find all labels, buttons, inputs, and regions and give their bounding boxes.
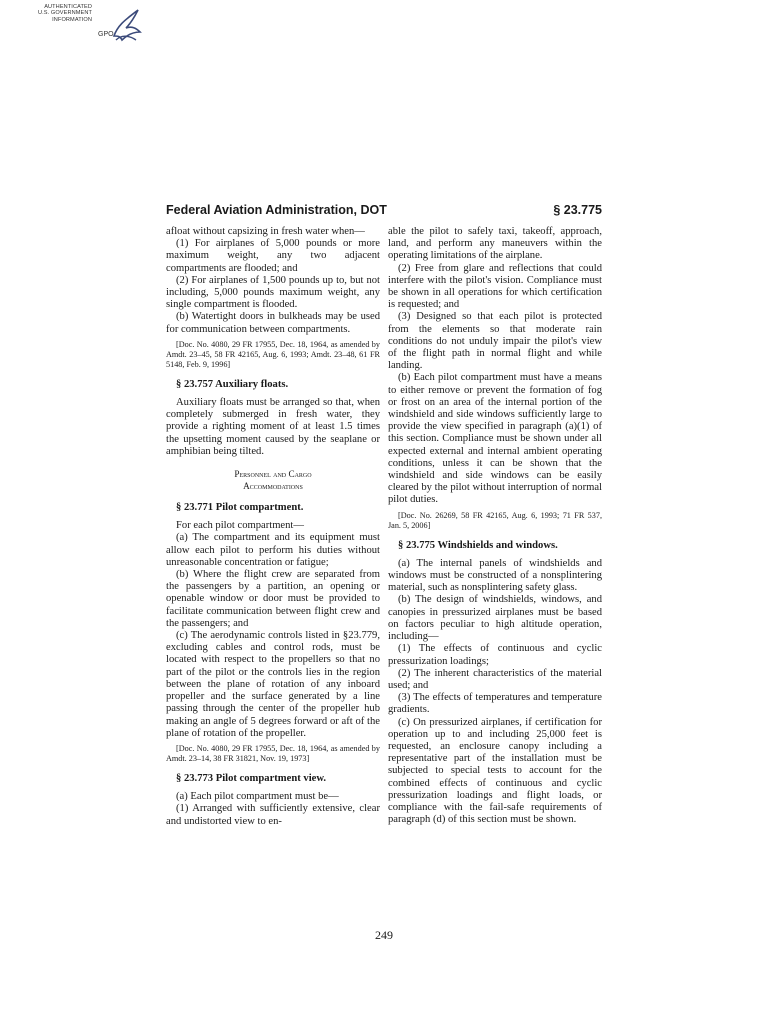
agency-name: Federal Aviation Administration, DOT bbox=[166, 203, 387, 217]
paragraph: (a) The compartment and its equipment must allow each pilot to perform his duties without unreasonable concentration or fatigue; bbox=[166, 532, 380, 568]
citation: [Doc. No. 26269, 58 FR 42165, Aug. 6, 1993; 71 FR 537, Jan. 5, 2006] bbox=[388, 510, 602, 530]
center-heading bbox=[166, 468, 380, 492]
gpo-authentication-logo bbox=[22, 4, 142, 46]
paragraph: able the pilot to safely taxi, takeoff, approach, land, and perform any maneuvers within the operating limitations of the airplane. bbox=[388, 226, 602, 262]
section-number: § 23.775 bbox=[553, 203, 602, 217]
paragraph: (3) Designed so that each pilot is protected from the elements so that moderate rain conditions do not unduly impair the pilot's view of the flight path in normal flight and while landing. bbox=[388, 311, 602, 372]
logo-line-2: U.S. GOVERNMENT bbox=[37, 10, 92, 17]
paragraph: (a) The internal panels of windshields and windows must be constructed of a nonsplintering material, such as nonsplintering safety glass. bbox=[388, 557, 602, 594]
page-number: 249 bbox=[375, 928, 393, 942]
paragraph: (c) On pressurized airplanes, if certification for operation up to and including 25,000 feet is requested, an enclosure canopy including a representative part of the installation must be subjected to special tests to account for the combined effects of continuous and cyclic pressurization loadings and flight loads, or compliance with the fail-safe requirements of paragraph (d) of this section must be shown. bbox=[388, 716, 602, 826]
section-heading: § 23.757 Auxiliary floats. bbox=[176, 378, 289, 390]
logo-gpo-text: GPO bbox=[98, 31, 114, 38]
citation: [Doc. No. 4080, 29 FR 17955, Dec. 18, 1964, as amended by Amdt. 23–45, 58 FR 42165, Aug. 6, 1993; Amdt. 23–48, 61 FR 5148, Feb. 9, 1996] bbox=[166, 339, 380, 369]
paragraph: (1) The effects of continuous and cyclic pressurization loadings; bbox=[388, 643, 602, 667]
paragraph: (c) The aerodynamic controls listed in §23.779, excluding cables and control rods, must be located with respect to the propellers so that no part of the pilot or the controls lies in the region between the plane of rotation of any inboard propeller and the surface generated by a line passing through the center of the propeller hub making an angle of 5 degrees forward or aft of the plane of rotation of the propeller. bbox=[166, 630, 380, 739]
paragraph: (a) Each pilot compartment must be— bbox=[176, 791, 339, 803]
paragraph: (1) For airplanes of 5,000 pounds or more maximum weight, any two adjacent compartments are flooded; and bbox=[166, 238, 380, 274]
paragraph: (3) The effects of temperatures and temperature gradients. bbox=[388, 692, 602, 716]
section-heading: § 23.775 Windshields and windows. bbox=[398, 539, 558, 551]
paragraph: (b) Watertight doors in bulkheads may be used for communication between compartments. bbox=[166, 311, 380, 335]
citation: [Doc. No. 4080, 29 FR 17955, Dec. 18, 1964, as amended by Amdt. 23–14, 38 FR 31821, Nov. 19, 1973] bbox=[166, 743, 380, 763]
section-heading: § 23.771 Pilot compartment. bbox=[176, 502, 304, 514]
logo-line-3: INFORMATION bbox=[52, 16, 92, 23]
eagle-icon bbox=[110, 6, 144, 46]
section-heading: § 23.773 Pilot compartment view. bbox=[176, 772, 327, 784]
paragraph: afloat without capsizing in fresh water when— bbox=[166, 226, 365, 237]
paragraph: (b) Each pilot compartment must have a means to either remove or prevent the formation of fog or frost on an area of the internal portion of the windshield and side windows sufficiently large to provide the view specified in paragraph (a)(1) of this section. Compliance must be shown under all expected external and internal ambient operating conditions, unless it can be shown that the windshield and side windows can be easily cleared by the pilot without interruption of normal pilot duties. bbox=[388, 372, 602, 506]
center-heading-line-1: Personnel and Cargo bbox=[234, 469, 312, 480]
paragraph: (2) The inherent characteristics of the material used; and bbox=[388, 667, 602, 691]
text-column-right bbox=[388, 226, 602, 826]
paragraph: (1) Arranged with sufficiently extensive, clear and undistorted view to en- bbox=[166, 803, 380, 827]
running-header bbox=[166, 203, 602, 221]
paragraph: (b) The design of windshields, windows, and canopies in pressurized airplanes must be based on factors peculiar to high altitude operation, including— bbox=[388, 594, 602, 643]
text-column-left bbox=[166, 226, 380, 828]
paragraph: Auxiliary floats must be arranged so that, when completely submerged in fresh water, they provide a righting moment of at least 1.5 times the upsetting moment caused by the seaplane or amphibian being tilted. bbox=[166, 397, 380, 457]
paragraph: (2) Free from glare and reflections that could interfere with the pilot's vision. Compliance must be shown in all operations for which certification is requested; and bbox=[388, 262, 602, 311]
logo-line-1: AUTHENTICATED bbox=[44, 4, 92, 10]
paragraph: For each pilot compartment— bbox=[176, 520, 304, 532]
paragraph: (b) Where the flight crew are separated from the passengers by a partition, an opening or openable window or door must be provided to facilitate communication between flight crew and the passengers; and bbox=[166, 569, 380, 629]
center-heading-line-2: Accommodations bbox=[243, 481, 303, 492]
paragraph: (2) For airplanes of 1,500 pounds up to, but not including, 5,000 pounds maximum weight, any single compartment is flooded. bbox=[166, 274, 380, 311]
